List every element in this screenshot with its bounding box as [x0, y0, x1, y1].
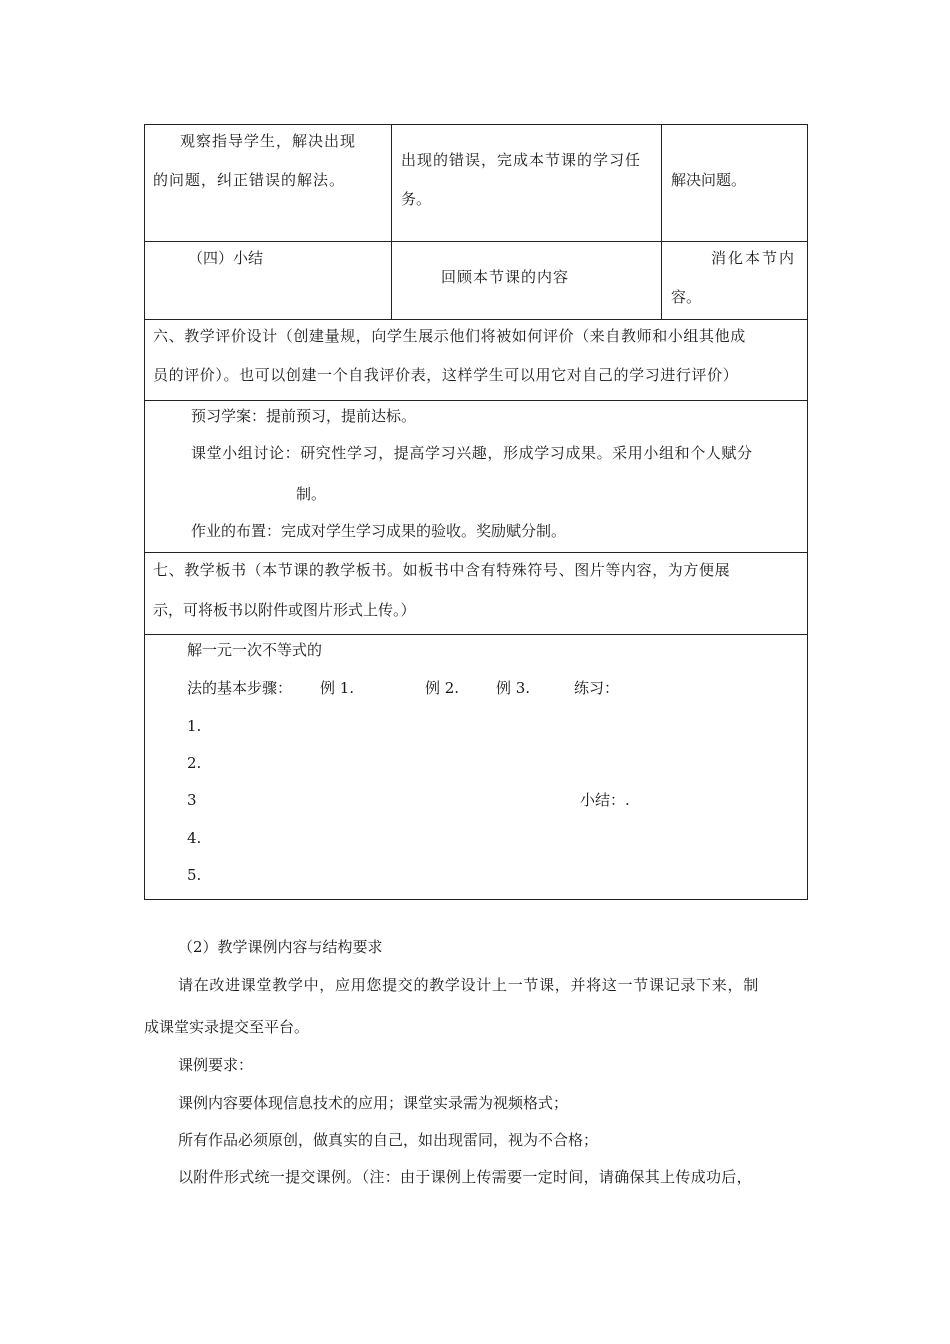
paragraph-line: 成课堂实录提交至平台。: [144, 1018, 310, 1036]
evaluation-item: 制。: [296, 485, 327, 503]
requirements-heading: 课例要求：: [178, 1056, 254, 1074]
column-divider: [661, 124, 662, 319]
row-divider: [144, 241, 808, 242]
evaluation-heading-line: 员的评价）。也可以创建一个自我评价表，这样学生可以用它对自己的学习进行评价）: [153, 366, 739, 384]
board-step: 1.: [187, 717, 202, 735]
requirement-item: 所有作品必须原创，做真实的自己，如出现雷同，视为不合格；: [178, 1131, 599, 1149]
summary-activity: 回顾本节课的内容: [441, 268, 570, 286]
summary-stage-label: （四）小结: [188, 249, 264, 267]
row-divider: [144, 319, 808, 320]
row-divider: [144, 400, 808, 401]
intent-cell: 解决问题。: [671, 171, 747, 189]
teacher-activity-line: 观察指导学生，解决出现: [180, 132, 357, 150]
board-example-2: 例 2.: [425, 679, 460, 697]
board-heading-line: 七、教学板书（本节课的教学板书。如板书中含有特殊符号、图片等内容，为方便展: [153, 561, 731, 579]
requirement-item: 课例内容要体现信息技术的应用；课堂实录需为视频格式；: [178, 1094, 569, 1112]
requirement-item: 以附件形式统一提交课例。（注：由于课例上传需要一定时间，请确保其上传成功后，: [178, 1168, 752, 1186]
board-step: 2.: [187, 754, 202, 772]
student-activity-line: 出现的错误，完成本节课的学习任: [401, 151, 642, 169]
row-divider: [144, 552, 808, 553]
board-steps-title: 法的基本步骤：: [187, 679, 293, 697]
evaluation-item: 课堂小组讨论：研究性学习，提高学习兴趣，形成学习成果。采用小组和个人赋分: [191, 444, 753, 462]
paragraph-line: 请在改进课堂教学中，应用您提交的教学设计上一节课，并将这一节课记录下来，制: [178, 976, 759, 994]
board-practice: 练习：: [574, 679, 620, 697]
board-step: 3: [187, 791, 197, 809]
board-summary: 小结：.: [580, 791, 630, 809]
row-divider: [144, 634, 808, 635]
board-step: 5.: [187, 866, 202, 884]
column-divider: [391, 124, 392, 319]
board-example-3: 例 3.: [496, 679, 531, 697]
board-step: 4.: [187, 829, 202, 847]
board-example-1: 例 1.: [320, 679, 355, 697]
section-heading: （2）教学课例内容与结构要求: [178, 938, 383, 956]
summary-intent-line: 消化本节内: [711, 249, 797, 267]
board-heading-line: 示，可将板书以附件或图片形式上传。）: [153, 601, 416, 619]
evaluation-item: 作业的布置：完成对学生学习成果的验收。奖励赋分制。: [191, 522, 567, 540]
student-activity-line: 务。: [401, 190, 432, 208]
evaluation-heading-line: 六、教学评价设计（创建量规，向学生展示他们将被如何评价（来自教师和小组其他成: [153, 327, 746, 345]
evaluation-item: 预习学案：提前预习，提前达标。: [191, 407, 417, 425]
board-title: 解一元一次不等式的: [187, 641, 323, 659]
summary-intent-line: 容。: [671, 288, 702, 306]
teacher-activity-line: 的问题，纠正错误的解法。: [153, 171, 346, 189]
